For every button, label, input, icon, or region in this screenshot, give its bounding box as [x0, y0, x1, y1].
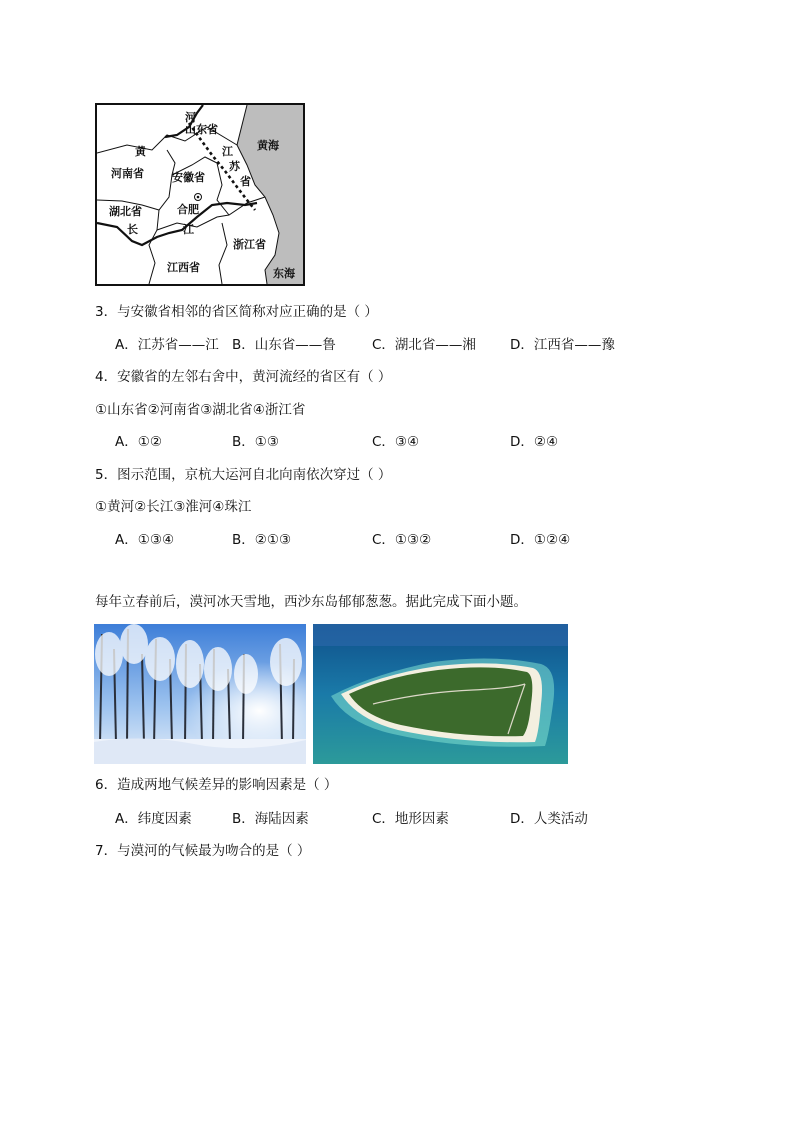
- map-label-anhui: 安徽省: [172, 171, 205, 184]
- q6-option-c: C．地形因素: [372, 811, 449, 827]
- map-label-donghai: 东海: [273, 267, 295, 280]
- map-label-jiangxi: 江西省: [167, 261, 200, 274]
- q4-stem: 4．安徽省的左邻右舍中，黄河流经的省区有（ ）: [95, 369, 392, 385]
- map-label-su: 苏: [229, 160, 240, 173]
- map-label-jiang2: 江: [183, 223, 194, 236]
- province-map: [95, 103, 305, 286]
- q3-option-c: C．湖北省——湘: [372, 337, 476, 353]
- border-anhui-south: [157, 197, 265, 230]
- q6-option-b: B．海陆因素: [232, 811, 309, 827]
- q6-option-d: D．人类活动: [510, 811, 588, 827]
- q6-stem: 6．造成两地气候差异的影响因素是（ ）: [95, 777, 338, 793]
- map-label-jiang1: 江: [222, 145, 233, 158]
- map-label-shandong: 山东省: [185, 123, 218, 136]
- q5-items: ①黄河②长江③淮河④珠江: [95, 499, 252, 515]
- q7-stem: 7．与漠河的气候最为吻合的是（ ）: [95, 843, 311, 859]
- border-anhui-west: [149, 210, 159, 284]
- q5-option-a: A．①③④: [115, 532, 175, 548]
- island-aerial-photo: [313, 624, 568, 764]
- map-label-hefei: 合肥: [177, 203, 199, 216]
- map-label-huang: 黄: [135, 145, 146, 158]
- snowy-forest-photo: [94, 624, 306, 764]
- q4-items: ①山东省②河南省③湖北省④浙江省: [95, 402, 306, 418]
- snowy-forest-image: [94, 624, 306, 764]
- border-henan: [97, 150, 175, 210]
- map-svg: [97, 105, 303, 284]
- q4-option-d: D．②④: [510, 434, 559, 450]
- hefei-marker-dot: [197, 196, 200, 199]
- q4-option-b: B．①③: [232, 434, 279, 450]
- map-label-sheng: 省: [240, 175, 251, 188]
- map-label-henan: 河南省: [111, 167, 144, 180]
- map-label-he: 河: [185, 111, 196, 124]
- q5-option-d: D．①②④: [510, 532, 571, 548]
- q3-option-d: D．江西省——豫: [510, 337, 615, 353]
- q3-stem: 3．与安徽省相邻的省区简称对应正确的是（ ）: [95, 304, 378, 320]
- q5-stem: 5．图示范围，京杭大运河自北向南依次穿过（ ）: [95, 467, 392, 483]
- q6-option-a: A．纬度因素: [115, 811, 192, 827]
- border-zhejiang: [219, 223, 227, 284]
- q4-option-a: A．①②: [115, 434, 162, 450]
- map-label-zhejiang: 浙江省: [233, 238, 266, 251]
- sea-area: [237, 105, 303, 284]
- intro-text: 每年立春前后，漠河冰天雪地，西沙东岛郁郁葱葱。据此完成下面小题。: [95, 594, 527, 610]
- q3-option-b: B．山东省——鲁: [232, 337, 336, 353]
- island-aerial-image: [313, 624, 568, 764]
- map-label-huanghai: 黄海: [257, 139, 279, 152]
- map-label-hubei: 湖北省: [109, 205, 142, 218]
- q5-option-c: C．①③②: [372, 532, 432, 548]
- q4-option-c: C．③④: [372, 434, 420, 450]
- q5-option-b: B．②①③: [232, 532, 292, 548]
- q3-option-a: A．江苏省——江: [115, 337, 219, 353]
- map-label-chang: 长: [127, 223, 138, 236]
